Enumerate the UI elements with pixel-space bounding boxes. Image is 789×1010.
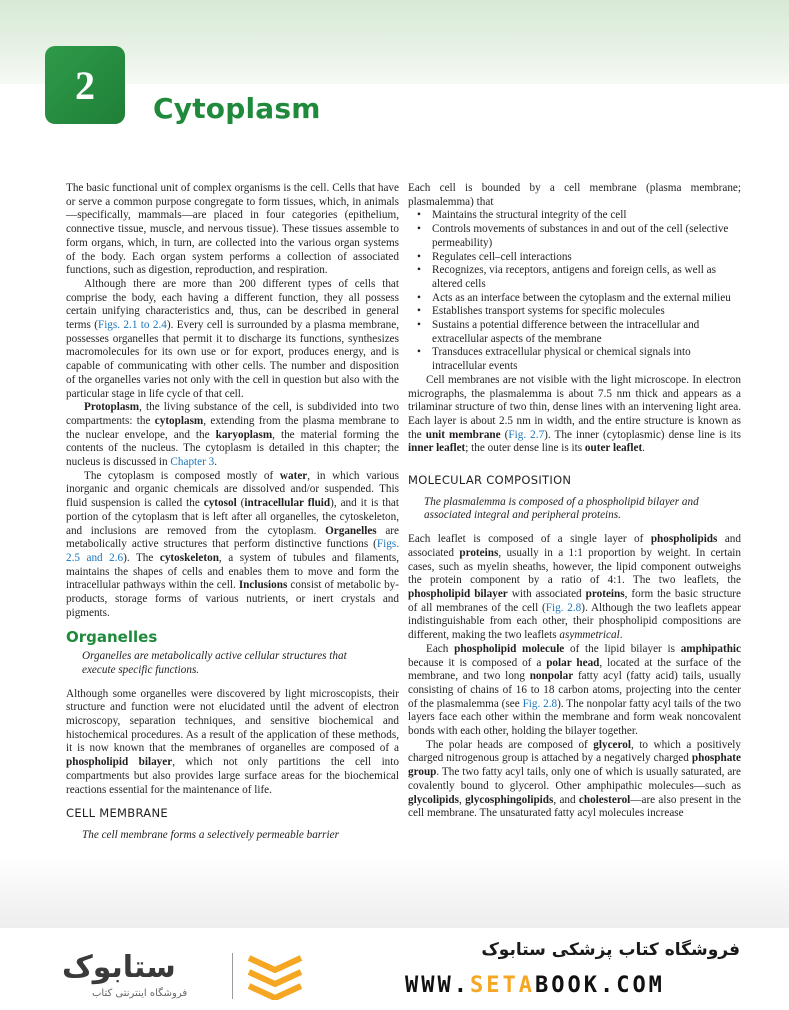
brand-tagline: فروشگاه اینترنتی کتاب [92, 988, 188, 999]
brand-logo [62, 950, 222, 1002]
paragraph: The polar heads are composed of glycerol, to which a positively charged nitrogenous group is attached by a negatively charged phosphate group. The two fatty acyl tails, only one of which is usually saturated, are covalently bound to glycerol. Other amphipathic molecules—such as glycolipids, glycosphingolipids, and cholesterol—are also present in the cell membrane. The unsaturated fatty acyl molecules increase [408, 738, 742, 820]
list-item: • Acts as an interface between the cytoplasm and the external milieu [432, 292, 741, 306]
paragraph: Each phospholipid molecule of the lipid bilayer is amphipathic because it is composed of a polar head, located at the surface of the membrane, and two long nonpolar fatty acyl (fatty acid) tails, usually consisting of chains of 16 to 18 carbon atoms, projecting into the center of the plasmalemma (see Fig. 2.8). The nonpolar fatty acyl tails of the two layers face each other within the membrane and form weak noncovalent bonds with each other, holding the bilayer together. [408, 642, 741, 738]
paragraph: The cytoplasm is composed mostly of water, in which various inorganic and organic chemicals are dissolved and/or suspended. This fluid suspension is called the cytosol (intracellular fluid), and it is that portion of the cytoplasm that is left after all organelles, the cytoskeleton, and inclusions are removed from the cytoplasm. Organelles are metabolically active structures that perform distinctive functions (Figs. 2.5 and 2.6). The cytoskeleton, a system of tubules and filaments, maintains the shapes of cells and enables them to move and form the intracellular pathways within the cell. Inclusions consist of metabolic by-products, storage forms of various nutrients, or inert crystals and pigments. [66, 469, 400, 619]
section-summary: The cell membrane forms a selectively permeable barrier [82, 828, 339, 841]
paragraph: Each cell is bounded by a cell membrane (plasma membrane; plasmalemma) that [408, 182, 741, 208]
list-item: • Controls movements of substances in and out of the cell (selective permeability) [432, 223, 741, 250]
footer-divider [232, 953, 233, 999]
figure-link[interactable]: Figs. 2.5 and 2.6 [66, 538, 399, 564]
subsection-heading-molecular-composition: MOLECULAR COMPOSITION [408, 473, 572, 488]
section-summary: The plasmalemma is composed of a phospholipid bilayer and associated integral and peripheral proteins. [424, 495, 699, 522]
footer-fade [0, 855, 789, 935]
paragraph: Although there are more than 200 different types of cells that comprise the body, each having a different function, they all possess certain unifying characteristics and, thus, can be described in general terms (Figs. 2.1 to 2.4). Every cell is surrounded by a plasma membrane, possesses organelles that permit it to discharge its functions, synthesizes macromolecules for its own use or for export, produces energy, and is capable of communicating with other cells. The number and disposition of the organelles varies not only with the cell in question but also with the particular stage in life cycle of that cell. [66, 277, 399, 400]
chapter-link[interactable]: Chapter 3 [170, 456, 215, 469]
list-item: • Establishes transport systems for specific molecules [432, 305, 741, 319]
left-column [66, 182, 399, 853]
paragraph: The basic functional unit of complex organisms is the cell. Cells that have or serve a common purpose congregate to form tissues, which, in animals—specifically, mammals—are placed in four categories (epithelium, connective tissue, muscle, and nervous tissue). These tissues assemble to form organs, which, in turn, are collected into the various organ systems of the body. Each organ system performs a collection of associated functions, such as digestion, reproduction, and respiration. [66, 182, 399, 277]
book-stack-logo-icon [245, 950, 305, 1005]
list-item: • Recognizes, via receptors, antigens and foreign cells, as well as altered cells [432, 264, 741, 291]
figure-link[interactable]: Fig. 2.7 [508, 428, 545, 441]
store-name: فروشگاه کتاب پزشکی ستابوک [481, 940, 740, 960]
brand-wordmark: ستابوک [62, 950, 176, 985]
chapter-number: 2 [75, 62, 95, 108]
right-column [408, 182, 741, 821]
figure-link[interactable]: Fig. 2.8 [522, 697, 558, 710]
section-heading-organelles: Organelles [66, 627, 158, 646]
list-item: • Regulates cell–cell interactions [432, 251, 741, 265]
section-summary: Organelles are metabolically active cellular structures that execute specific functions. [82, 650, 347, 676]
paragraph: Each leaflet is composed of a single layer of phospholipids and associated proteins, usually in a 1:1 proportion by weight. In certain cases, such as myelin sheaths, however, the lipid component outweighs the protein component by a ratio of 4:1. The two leaflets, the phospholipid bilayer with associated proteins, form the basic structure of all membranes of the cell (Fig. 2.8). Although the two leaflets appear indistinguishable from each other, their phospholipid compositions are different, making the two leaflets asymmetrical. [408, 533, 741, 642]
paragraph: Cell membranes are not visible with the light microscope. In electron micrographs, the plasmalemma is about 7.5 nm thick and appears as a trilaminar structure of two thin, dense lines with an intervening light area. Each layer is about 2.5 nm in width, and the entire structure is known as the unit membrane (Fig. 2.7). The inner (cytoplasmic) dense line is its inner leaflet; the outer dense line is its outer leaflet. [408, 373, 741, 455]
store-url[interactable]: WWW.SETABOOK.COM [405, 973, 665, 998]
paragraph: Although some organelles were discovered by light microscopists, their structure and function were not elucidated until the advent of electron microscopy, separation techniques, and sensitive biochemical and histochemical procedures. As a result of the application of these methods, it is now known that the membranes of organelles are composed of a phospholipid bilayer, which not only partitions the cell into compartments but also provides large surface areas for the biochemical reactions essential for the maintenance of life. [66, 687, 399, 796]
paragraph: Protoplasm, the living substance of the cell, is subdivided into two compartments: the cytoplasm, extending from the plasma membrane to the nuclear envelope, and the karyoplasm, the material forming the contents of the nucleus. The cytoplasm is detailed in this chapter; the nucleus is discussed in Chapter 3. [66, 401, 399, 469]
chapter-number-badge [45, 46, 125, 124]
chapter-title: Cytoplasm [153, 92, 321, 125]
list-item: • Maintains the structural integrity of the cell [432, 209, 741, 223]
membrane-functions-list [408, 209, 741, 373]
figure-link[interactable]: Figs. 2.1 to 2.4 [97, 319, 167, 332]
subsection-heading-cell-membrane: CELL MEMBRANE [66, 806, 168, 821]
list-item: • Sustains a potential difference between the intracellular and extracellular aspects of the membrane [432, 319, 741, 346]
list-item: • Transduces extracellular physical or chemical signals into intracellular events [432, 346, 741, 373]
figure-link[interactable]: Fig. 2.8 [545, 601, 582, 614]
